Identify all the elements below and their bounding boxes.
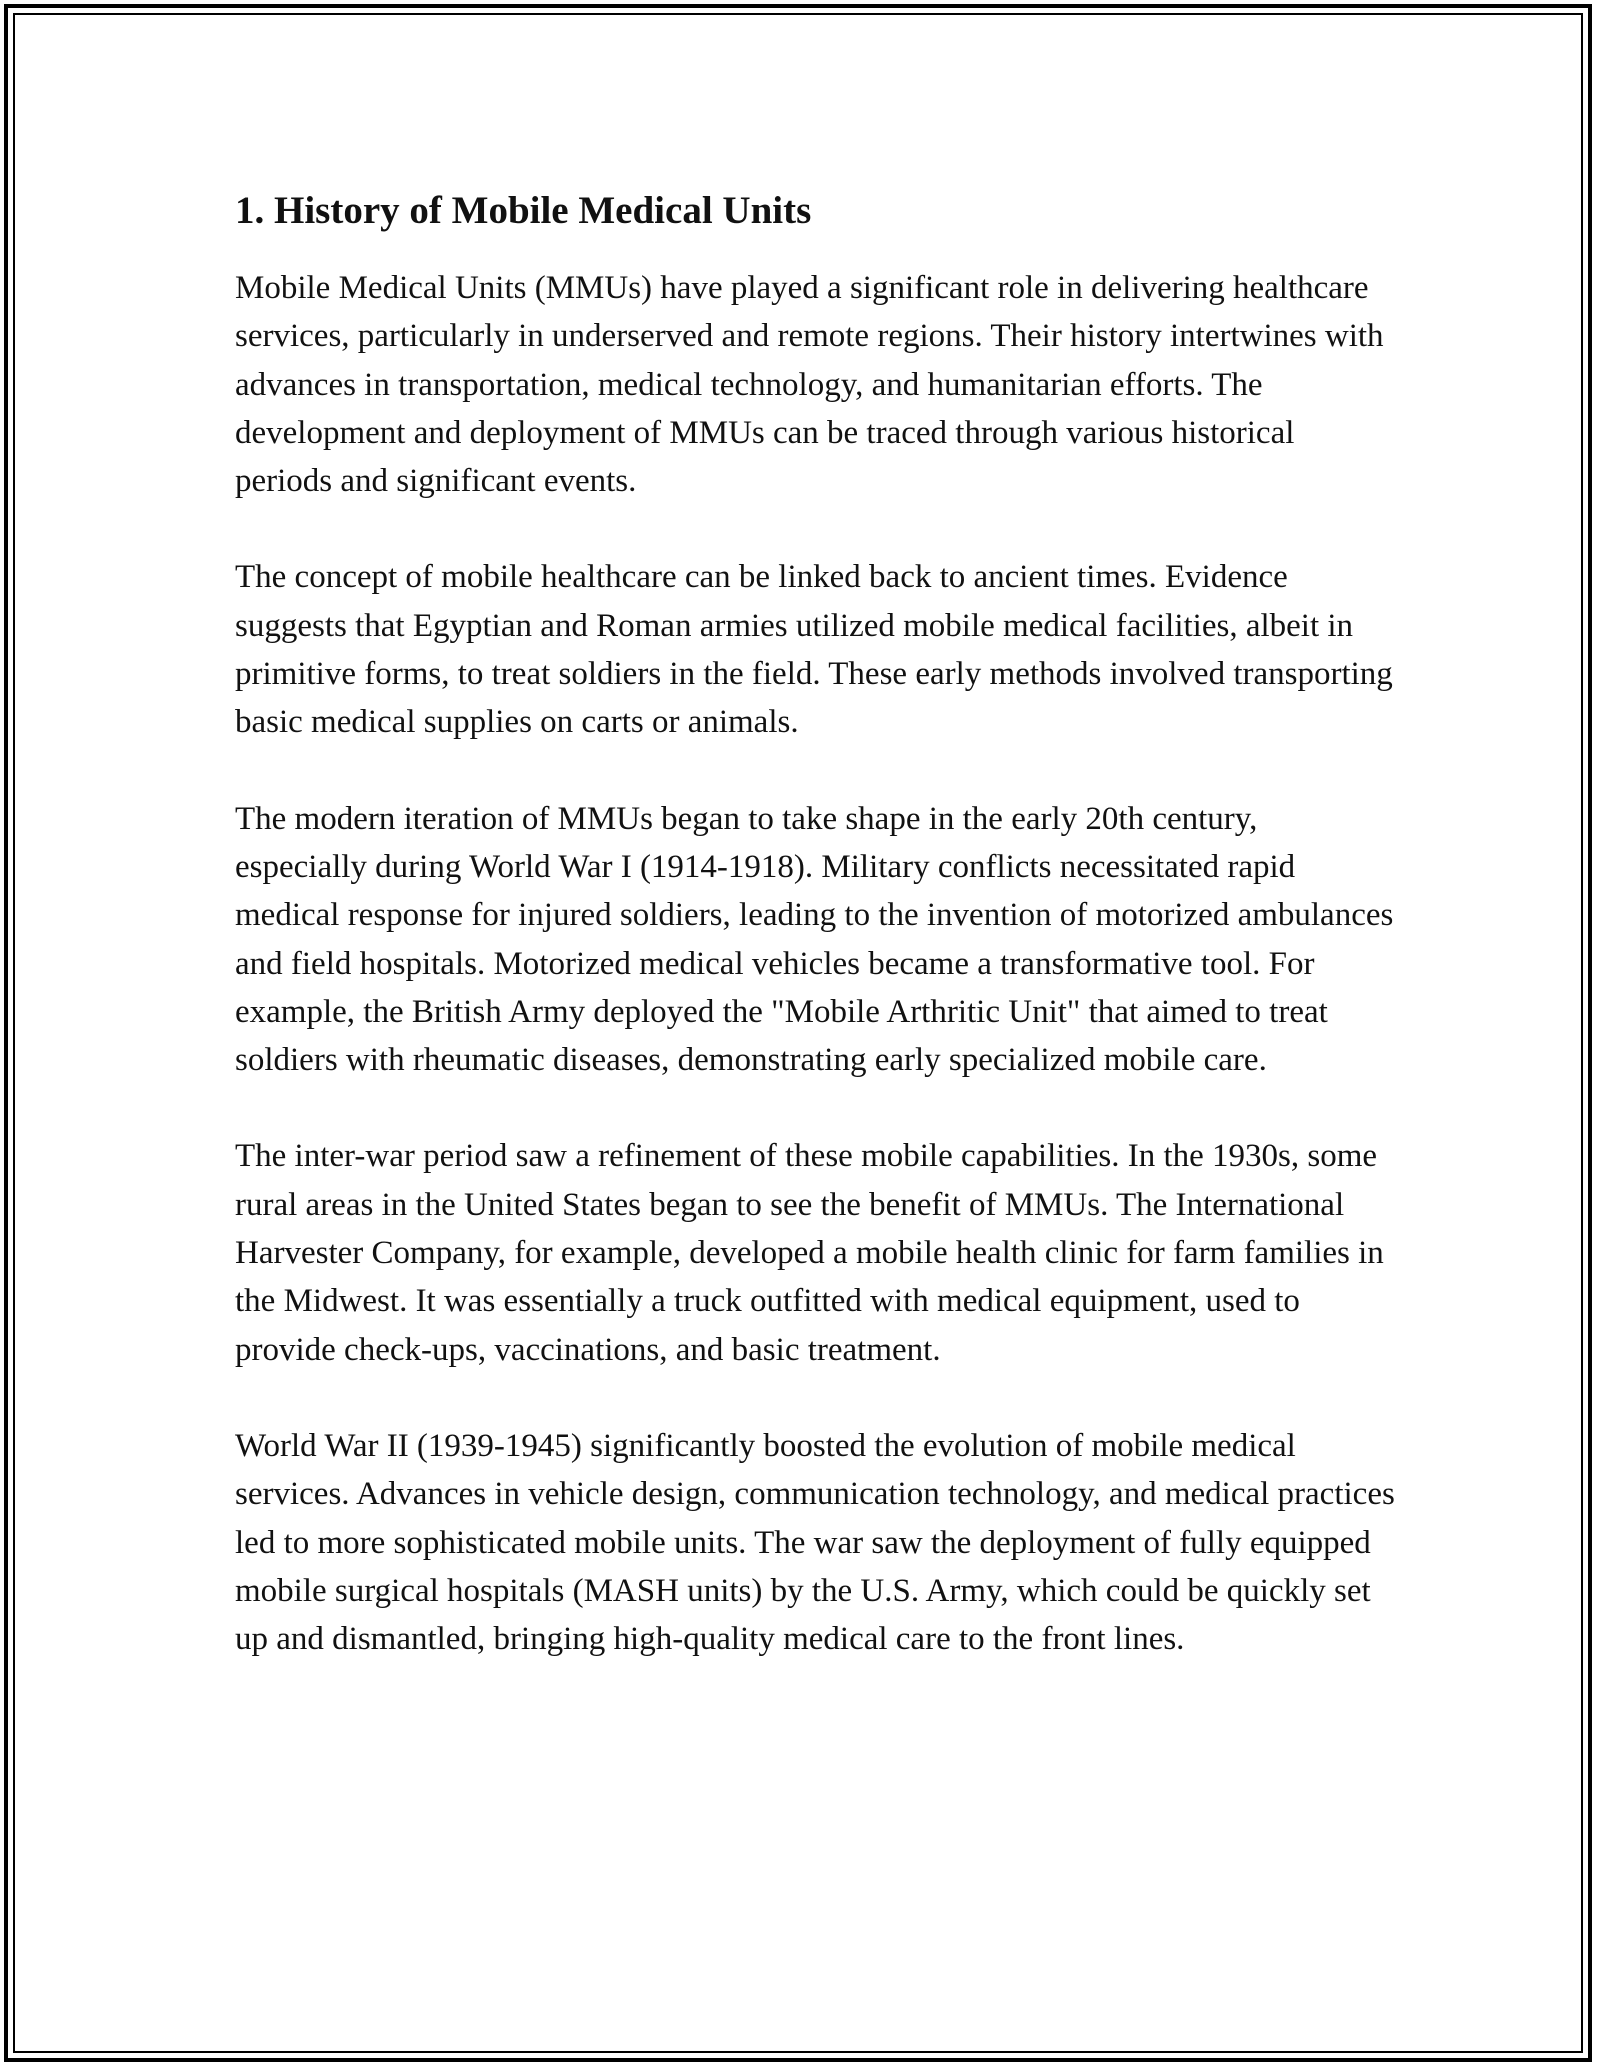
paragraph-inter-war: The inter-war period saw a refinement of these mobile capabilities. In the 1930s, some rural areas in the United States began to see the benefit of MMUs. The International Harvester Company, for example, developed a mobile health clinic for farm families in the Midwest. It was essentially a truck outfitted with medical equipment, used to provide check-ups, vaccinations, and basic treatment. bbox=[235, 1138, 1384, 1368]
paragraph-world-war-one: The modern iteration of MMUs began to take shape in the early 20th century, especially during World War I (1914-1918). Military conflicts necessitated rapid medical response for injured soldiers, leading to the invention of motorized ambulances and field hospitals. Motorized medical vehicles became a transformative tool. For example, the British Army deployed the "Mobile Arthritic Unit" that aimed to treat soldiers with rheumatic diseases, demonstrating early specialized mobile care. bbox=[235, 800, 1394, 1079]
document-body bbox=[235, 186, 1395, 1711]
section-heading: 1. History of Mobile Medical Units bbox=[235, 189, 812, 232]
paragraph-intro: Mobile Medical Units (MMUs) have played a significant role in delivering healthcare services, particularly in underserved and remote regions. Their history intertwines with advances in transportation, medical technology, and humanitarian efforts. The development and deployment of MMUs can be traced through various historical periods and significant events. bbox=[235, 270, 1384, 500]
paragraph-world-war-two: World War II (1939-1945) significantly boosted the evolution of mobile medical services. Advances in vehicle design, communication technology, and medical practices led to more sophisticated mobile units. The war saw the deployment of fully equipped mobile surgical hospitals (MASH units) by the U.S. Army, which could be quickly set up and dismantled, bringing high-quality medical care to the front lines. bbox=[235, 1427, 1395, 1658]
paragraph-ancient-times: The concept of mobile healthcare can be linked back to ancient times. Evidence suggests that Egyptian and Roman armies utilized mobile medical facilities, albeit in primitive forms, to treat soldiers in the field. These early methods involved transporting basic medical supplies on carts or animals. bbox=[235, 559, 1393, 741]
